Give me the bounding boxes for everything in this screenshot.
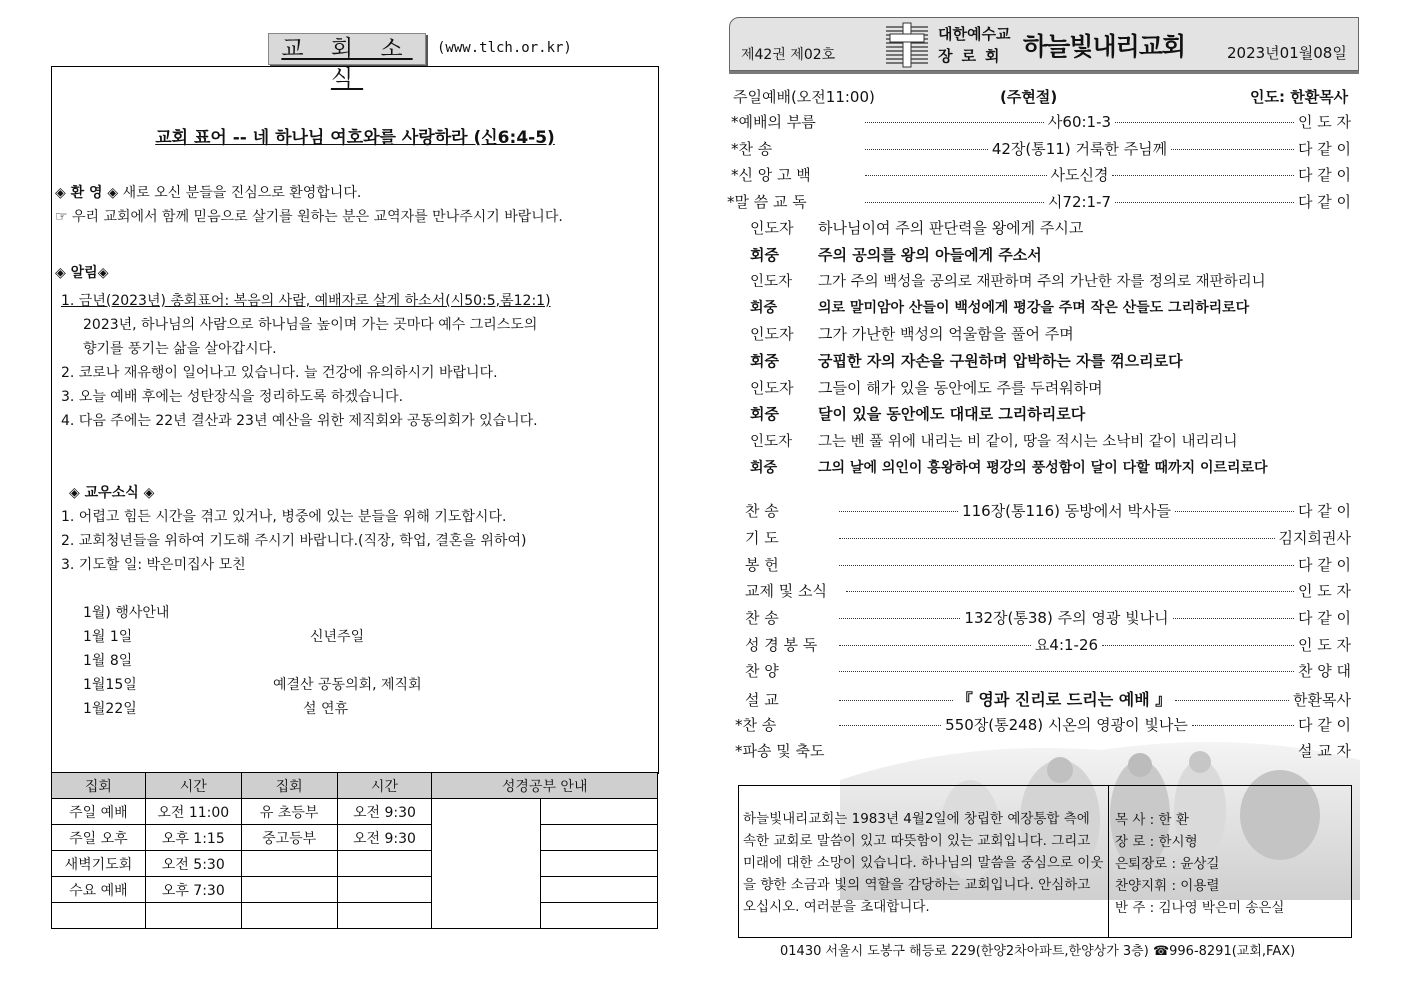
table-cell: 중고등부 [241, 825, 337, 851]
order-content: 요4:1-26 [1034, 636, 1099, 654]
worship-order-row-4 [727, 191, 1351, 212]
notice-heading: ◈ 알림◈ [55, 265, 109, 281]
order-person: 찬 양 대 [1297, 662, 1351, 680]
sermon-title: 『 영과 진리로 드리는 예배 』 [956, 690, 1172, 709]
order-label: 교제 및 소식 [745, 582, 827, 600]
staff-pastor: 목 사 : 한 환 [1115, 812, 1189, 828]
service-leader: 인도: 한환목사 [1250, 88, 1349, 106]
sunday-name: (주현절) [1000, 88, 1058, 106]
order-person: 다 같 이 [1297, 716, 1351, 734]
denomination-line-1: 대한예수교 [938, 25, 1011, 43]
welcome-heading: ◈ 환 영 ◈ [55, 185, 119, 201]
order-label: 기 도 [745, 529, 779, 547]
members-item-1: 1. 어렵고 힘든 시간을 겪고 있거나, 병중에 있는 분들을 위해 기도합시다. [61, 509, 507, 525]
table-cell: 수요 예배 [52, 877, 146, 903]
staff-elder: 장 로 : 한시형 [1115, 834, 1198, 850]
table-cell: 오전 5:30 [145, 851, 241, 877]
table-cell [337, 851, 432, 877]
event-name-3: 예결산 공동의회, 제직회 [273, 677, 422, 693]
table-cell [52, 903, 146, 929]
order-label: 설 교 [745, 691, 779, 709]
staff-choir-director: 찬양지휘 : 이용렬 [1115, 878, 1220, 894]
church-intro: 하늘빛내리교회는 1983년 4월2일에 창립한 예장통합 측에 속한 교회로 말씀이 있고 따뜻함이 있는 교회입니다. 그리고 미래에 대한 소망이 있습니다. 하나님의 말씀을 중심으로 이웃을 향한 소금과 빛의 역할을 감당하는 교회입니다. 안심하고 오십시오. 여러분을 초대합니다. [743, 811, 1104, 915]
table-cell [337, 903, 432, 929]
event-date-2: 1월 8일 [83, 653, 133, 669]
event-date-3: 1월15일 [83, 677, 137, 693]
church-cross-logo-icon [884, 21, 930, 68]
table-cell: 오전 9:30 [337, 825, 432, 851]
responsive-line-7: 인도자 그들이 해가 있을 동안에도 주를 두려워하며 [750, 379, 1103, 397]
order-person: 한환목사 [1293, 691, 1352, 709]
header-time-2: 시간 [337, 773, 432, 799]
order-person: 다 같 이 [1298, 140, 1352, 158]
event-name-1: 신년주일 [310, 629, 365, 645]
worship-order-row-3 [731, 164, 1351, 185]
table-cell [241, 851, 337, 877]
worship-order-row-8 [745, 580, 1351, 601]
order-content: 사도신경 [1050, 166, 1109, 184]
responsive-line-6: 회중 궁핍한 자의 자손을 구원하며 압박하는 자를 꺾으리로다 [750, 352, 1183, 370]
order-person: 다 같 이 [1298, 166, 1352, 184]
worship-order-row-11 [745, 660, 1351, 681]
responsive-line-8: 회중 달이 있을 동안에도 대대로 그리하리로다 [750, 405, 1086, 423]
volume-number: 제42권 제02호 [741, 47, 836, 63]
church-info-box [738, 785, 1352, 938]
worship-order-row-6 [745, 527, 1351, 548]
worship-order-row-10 [745, 634, 1351, 655]
meeting-schedule-table [51, 772, 658, 929]
table-cell: 새벽기도회 [52, 851, 146, 877]
service-time: 주일예배(오전11:00) [733, 88, 875, 106]
staff-retired-elder: 은퇴장로 : 윤상길 [1115, 856, 1220, 872]
events-heading: 1월) 행사안내 [83, 605, 170, 621]
table-cell: 오후 7:30 [145, 877, 241, 903]
table-cell: 오전 11:00 [145, 799, 241, 825]
order-content: 사60:1-3 [1047, 113, 1112, 131]
welcome-text: 새로 오신 분들을 진심으로 환영합니다. [122, 185, 362, 201]
order-label: *찬 송 [731, 140, 773, 158]
notice-item-3: 3. 오늘 예배 후에는 성탄장식을 정리하도록 하겠습니다. [61, 389, 404, 405]
worship-order-row-1 [731, 111, 1351, 132]
notice-item-1: 1. 금년(2023년) 총회표어: 복음의 사람, 예배자로 살게 하소서(시50:5,롬12:1) [61, 293, 551, 309]
header-bible-study: 성경공부 안내 [432, 773, 658, 799]
responsive-line-2: 회중 주의 공의를 왕의 아들에게 주소서 [750, 246, 1042, 264]
order-content: 시72:1-7 [1047, 193, 1112, 211]
order-person: 설 교 자 [1297, 742, 1351, 760]
table-row [52, 903, 658, 929]
order-label: 찬 양 [745, 662, 779, 680]
responsive-line-3: 인도자 그가 주의 백성을 공의로 재판하며 주의 가난한 자를 정의로 재판하리니 [750, 274, 1266, 290]
order-person: 김지희권사 [1278, 529, 1351, 547]
order-content: 132장(통38) 주의 영광 빛나니 [964, 609, 1169, 627]
table-cell: 주일 예배 [52, 799, 146, 825]
order-content: 550장(통248) 시온의 영광이 빛나는 [945, 716, 1188, 734]
worship-order-row-5 [745, 500, 1351, 521]
worship-order-row-12 [745, 687, 1351, 710]
table-row [52, 799, 658, 825]
members-item-2: 2. 교회청년들을 위하여 기도해 주시기 바랍니다.(직장, 학업, 결혼을 위하여) [61, 533, 527, 549]
table-cell: 주일 오후 [52, 825, 146, 851]
church-motto: 교회 표어 -- 네 하나님 여호와를 사랑하라 (신6:4-5) [155, 128, 555, 148]
notice-item-1-cont: 2023년, 하나님의 사람으로 하나님을 높이며 가는 곳마다 예수 그리스도의 [83, 317, 538, 333]
table-cell [241, 877, 337, 903]
worship-order-row-9 [745, 607, 1351, 628]
bulletin-date: 2023년01월08일 [1227, 44, 1347, 62]
table-cell [541, 799, 658, 825]
church-url[interactable]: (www.tlch.or.kr) [437, 40, 572, 56]
order-person: 다 같 이 [1297, 502, 1351, 520]
worship-order-row-2 [731, 138, 1351, 159]
worship-order-row-13 [735, 714, 1351, 735]
order-content: 116장(통116) 동방에서 박사들 [962, 502, 1171, 520]
table-row [52, 825, 658, 851]
event-date-1: 1월 1일 [83, 629, 133, 645]
order-person: 인 도 자 [1297, 113, 1351, 131]
denomination-line-2: 장로회 [938, 47, 1009, 65]
notice-item-2: 2. 코로나 재유행이 일어나고 있습니다. 늘 건강에 유의하시기 바랍니다. [61, 365, 498, 381]
worship-order-row-7 [745, 554, 1351, 575]
table-row [52, 877, 658, 903]
responsive-line-1: 인도자 하나님이여 주의 판단력을 왕에게 주시고 [750, 219, 1084, 237]
church-address: 01430 서울시 도봉구 해등로 229(한양2차아파트,한양상가 3층) ☎996-8291(교회,FAX) [780, 944, 1296, 959]
order-person: 다 같 이 [1297, 556, 1351, 574]
notice-item-1-cont2: 향기를 풍기는 삶을 살아갑시다. [83, 341, 277, 357]
table-cell [541, 851, 658, 877]
order-label: *신 앙 고 백 [731, 166, 811, 184]
table-cell [541, 903, 658, 929]
staff-accompanist: 반 주 : 김나영 박은미 송은실 [1115, 900, 1285, 916]
welcome-section [55, 182, 361, 202]
order-label: *예배의 부름 [731, 113, 816, 131]
header-meeting-2: 집회 [241, 773, 337, 799]
order-label: 찬 송 [745, 609, 779, 627]
order-person: 인 도 자 [1297, 636, 1351, 654]
event-date-4: 1월22일 [83, 701, 137, 717]
header-meeting: 집회 [52, 773, 146, 799]
notice-item-4: 4. 다음 주에는 22년 결산과 23년 예산을 위한 제직회와 공동의회가 있습니다. [61, 413, 538, 429]
header-time: 시간 [145, 773, 241, 799]
order-content: 42장(통11) 거룩한 주님께 [991, 140, 1168, 158]
members-heading: ◈ 교우소식 ◈ [69, 485, 155, 501]
welcome-invite: ☞ 우리 교회에서 함께 믿음으로 살기를 원하는 분은 교역자를 만나주시기 바랍니다. [55, 209, 563, 225]
responsive-line-4: 회중 의로 말미암아 산들이 백성에게 평강을 주며 작은 산들도 그리하리로다 [750, 300, 1250, 316]
table-cell [541, 825, 658, 851]
news-box [51, 66, 659, 774]
table-row [52, 851, 658, 877]
church-name: 하늘빛내리교회 [1023, 32, 1186, 61]
worship-order-row-14 [735, 740, 1351, 761]
order-person: 다 같 이 [1297, 193, 1351, 211]
table-cell: 오후 1:15 [145, 825, 241, 851]
table-cell [241, 903, 337, 929]
order-label: 봉 헌 [745, 556, 779, 574]
order-label: *파송 및 축도 [735, 742, 825, 760]
left-page-title: 교 회 소 식 [268, 33, 426, 65]
table-cell: 오전 9:30 [337, 799, 432, 825]
table-cell: 유 초등부 [241, 799, 337, 825]
order-label: *말 씀 교 독 [727, 193, 807, 211]
order-label: 성 경 봉 독 [745, 636, 818, 654]
members-item-3: 3. 기도할 일: 박은미집사 모친 [61, 557, 246, 573]
table-cell [541, 877, 658, 903]
responsive-line-5: 인도자 그가 가난한 백성의 억울함을 풀어 주며 [750, 325, 1074, 343]
table-cell [145, 903, 241, 929]
event-name-4: 설 연휴 [303, 701, 349, 717]
responsive-line-10: 회중 그의 날에 의인이 흥왕하여 평강의 풍성함이 달이 다할 때까지 이르리로다 [750, 460, 1268, 476]
table-header-row [52, 773, 658, 799]
order-label: 찬 송 [745, 502, 779, 520]
order-person: 인 도 자 [1297, 582, 1351, 600]
table-cell [337, 877, 432, 903]
bible-study-cell [432, 799, 541, 929]
order-person: 다 같 이 [1297, 609, 1351, 627]
order-label: *찬 송 [735, 716, 777, 734]
responsive-line-9: 인도자 그는 벤 풀 위에 내리는 비 같이, 땅을 적시는 소낙비 같이 내리리니 [750, 434, 1238, 450]
